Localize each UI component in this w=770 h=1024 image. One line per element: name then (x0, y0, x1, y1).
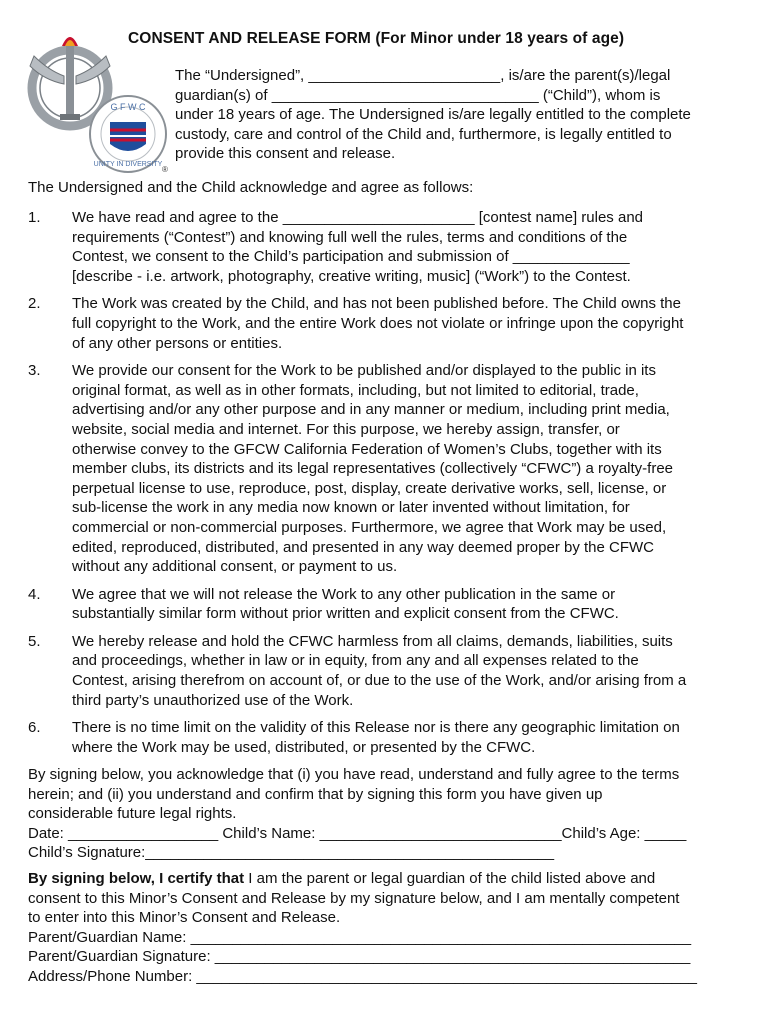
agreement-item (28, 718, 748, 757)
acknowledgement-line: considerable future legal rights. (28, 805, 237, 823)
svg-text:G F W C: G F W C (110, 102, 146, 112)
item-number: 2. (28, 295, 41, 313)
item-text (72, 361, 748, 577)
guardian-name-field[interactable]: Parent/Guardian Name: ____________________________________________________________ (28, 928, 692, 946)
item-line: We have read and agree to the _______________________ [contest name] rules and (72, 209, 644, 226)
child-signature-field[interactable]: Child’s Signature:_________________________________________________ (28, 844, 555, 862)
item-line: requirements (“Contest”) and knowing full well the rules, terms and conditions of the (72, 228, 628, 246)
svg-text:UNITY IN DIVERSITY: UNITY IN DIVERSITY (93, 161, 163, 168)
acknowledgement-section (28, 765, 748, 863)
agreement-item (28, 294, 748, 353)
item-line: otherwise convey to the GFCW California Federation of Women’s Clubs, together with its (72, 440, 662, 458)
item-text (72, 294, 748, 353)
agreement-list (28, 208, 748, 765)
intro-line: custody, care and control of the Child and, furthermore, is legally entitled to (175, 125, 672, 143)
item-text (72, 718, 748, 757)
item-line: We provide our consent for the Work to be published and/or displayed to the public in its (72, 362, 656, 380)
intro-paragraph (175, 66, 745, 164)
item-number: 4. (28, 585, 41, 603)
item-line: We hereby release and hold the CFWC harmless from all claims, demands, liabilities, suits (72, 632, 673, 650)
certification-text: I am the parent or legal guardian of the child listed above and (244, 870, 656, 887)
certification-section (28, 869, 748, 987)
acknowledgement-line: By signing below, you acknowledge that (i) you have read, understand and fully agree to the terms (28, 766, 680, 783)
item-line: sub-license the work in any media now known or later invented without limitation, for (72, 499, 630, 517)
item-line: website, social media and internet. For this purpose, we hereby assign, transfer, or (72, 420, 620, 438)
svg-text:®: ® (162, 165, 168, 174)
certification-line: to enter into this Minor’s Consent and Release. (28, 909, 341, 927)
item-line: Contest, arising therefrom on account of, or due to the use of the Work, and/or arising from a (72, 672, 687, 690)
intro-line: guardian(s) of ________________________________ (“Child”), whom is (175, 86, 661, 104)
agreement-item (28, 632, 748, 710)
item-line: We agree that we will not release the Work to any other publication in the same or (72, 585, 616, 603)
agreement-item (28, 585, 748, 624)
item-line: commercial or non-commercial purposes. Furthermore, we agree that Work may be used, (72, 518, 667, 536)
item-line: third party’s unauthorized use of the Work. (72, 691, 354, 709)
item-line: There is no time limit on the validity of this Release nor is there any geographic limitation on (72, 719, 680, 737)
agreement-item (28, 361, 748, 577)
certification-line (28, 869, 748, 889)
address-phone-field[interactable]: Address/Phone Number: ____________________________________________________________ (28, 967, 697, 985)
item-line: The Work was created by the Child, and has not been published before. The Child owns the (72, 295, 681, 313)
item-line: edited, reproduced, distributed, and presented in any way deemed proper by the CFWC (72, 538, 654, 556)
intro-line: provide this consent and release. (175, 145, 396, 163)
certification-line: consent to this Minor’s Consent and Release by my signature below, and I am mentally competent (28, 889, 680, 907)
item-line: member clubs, its districts and its legal representatives (collectively “CFWC”) a royalty-free (72, 460, 674, 478)
item-line: perpetual license to use, reproduce, post, display, create derivative works, sell, license, or (72, 479, 667, 497)
item-line: of any other persons or entities. (72, 334, 283, 352)
certification-bold-lead: By signing below, I certify that (28, 870, 245, 887)
intro-line: under 18 years of age. The Undersigned is/are legally entitled to the complete (175, 106, 691, 124)
agreement-item (28, 208, 748, 286)
agreement-lead: The Undersigned and the Child acknowledge and agree as follows: (28, 179, 474, 196)
item-number: 6. (28, 719, 41, 737)
item-line: and proceedings, whether in law or in equity, from any and all expenses related to the (72, 652, 639, 670)
acknowledgement-line: herein; and (ii) you understand and confirm that by signing this form you have given up (28, 785, 603, 803)
item-line: full copyright to the Work, and the entire Work does not violate or infringe upon the copyright (72, 314, 684, 332)
item-text (72, 208, 748, 286)
item-text (72, 585, 748, 624)
item-line: Contest, we consent to the Child’s participation and submission of ______________ (72, 248, 630, 266)
item-line: where the Work may be used, distributed, or presented by the CFWC. (72, 738, 536, 756)
form-title: CONSENT AND RELEASE FORM (For Minor under 18 years of age) (128, 30, 625, 47)
item-line: without any additional consent, or payment to us. (72, 558, 398, 576)
gfwc-logo (24, 26, 168, 176)
item-line: advertising and/or any other purpose and in any manner or medium, including print media, (72, 401, 670, 419)
item-text (72, 632, 748, 710)
item-line: [describe - i.e. artwork, photography, creative writing, music] (“Work”) to the Contest. (72, 267, 631, 285)
item-line: substantially similar form without prior written and explicit consent from the CFWC. (72, 605, 619, 623)
item-number: 3. (28, 362, 41, 380)
item-number: 5. (28, 632, 41, 650)
guardian-signature-field[interactable]: Parent/Guardian Signature: _________________________________________________________ (28, 948, 691, 966)
item-number: 1. (28, 209, 41, 226)
item-line: original format, as well as in other formats, including, but not limited to editorial, trade, (72, 381, 639, 399)
date-name-age-fields[interactable]: Date: __________________ Child’s Name: _____________________________Child’s Age: _____ (28, 824, 687, 842)
intro-line: The “Undersigned”, _______________________, is/are the parent(s)/legal (175, 67, 671, 84)
